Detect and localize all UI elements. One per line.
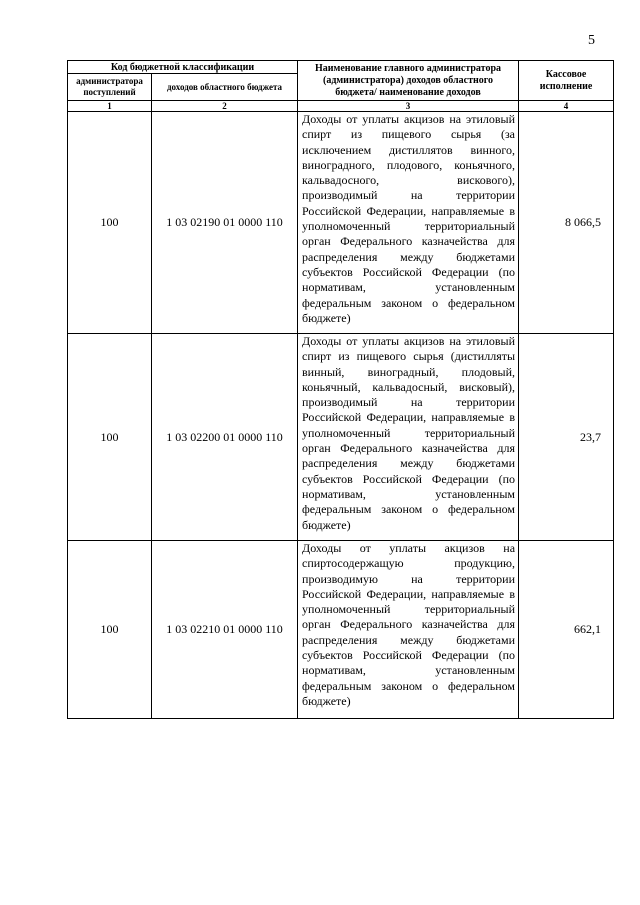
revenue-description-cell: Доходы от уплаты акцизов на спиртосодержащую продукцию, производимую на территории Российской Федерации, направляемые в уполномоченный территориальный орган Федерального казначейства для распределения между бюджетами субъектов Российской Федерации (по нормативам, установленным федеральным законом о федеральном бюджете) [298, 541, 519, 719]
header-budget-classification-code: Код бюджетной классификации [68, 61, 298, 74]
admin-code-cell: 100 [68, 334, 152, 541]
header-administrator-name: Наименование главного администратора (администратора) доходов областного бюджета/ наименование доходов [298, 61, 519, 101]
amount-cell: 8 066,5 [519, 112, 614, 334]
table-row [68, 112, 614, 334]
revenue-description-cell: Доходы от уплаты акцизов на этиловый спирт из пищевого сырья (за исключением дистиллятов винного, виноградного, плодового, коньячного, кальвадосного, вискового), производимый на территории Российской Федерации, направляемые в уполномоченный территориальный орган Федерального казначейства для распределения между бюджетами субъектов Российской Федерации (по нормативам, установленным федеральным законом о федеральном бюджете) [298, 112, 519, 334]
column-number-2: 2 [152, 101, 298, 112]
amount-cell: 23,7 [519, 334, 614, 541]
column-number-1: 1 [68, 101, 152, 112]
admin-code-cell: 100 [68, 112, 152, 334]
table-row [68, 541, 614, 719]
admin-code-cell: 100 [68, 541, 152, 719]
budget-code-cell: 1 03 02210 01 0000 110 [152, 541, 298, 719]
column-number-4: 4 [519, 101, 614, 112]
page-number: 5 [588, 33, 595, 48]
table-row [68, 334, 614, 541]
budget-revenue-table [67, 60, 614, 719]
header-regional-budget-revenue: доходов областного бюджета [152, 74, 298, 101]
budget-code-cell: 1 03 02200 01 0000 110 [152, 334, 298, 541]
amount-cell: 662,1 [519, 541, 614, 719]
revenue-description-cell: Доходы от уплаты акцизов на этиловый спирт из пищевого сырья (дистилляты винный, виноградный, плодовый, коньячный, кальвадосный, висковый), производимый на территории Российской Федерации, направляемые в уполномоченный территориальный орган Федерального казначейства для распределения между бюджетами субъектов Российской Федерации (по нормативам, установленным федеральным законом о федеральном бюджете) [298, 334, 519, 541]
column-number-3: 3 [298, 101, 519, 112]
budget-code-cell: 1 03 02190 01 0000 110 [152, 112, 298, 334]
header-cash-execution: Кассовое исполнение [519, 61, 614, 101]
header-admin-revenue: администратора поступлений [68, 74, 152, 101]
